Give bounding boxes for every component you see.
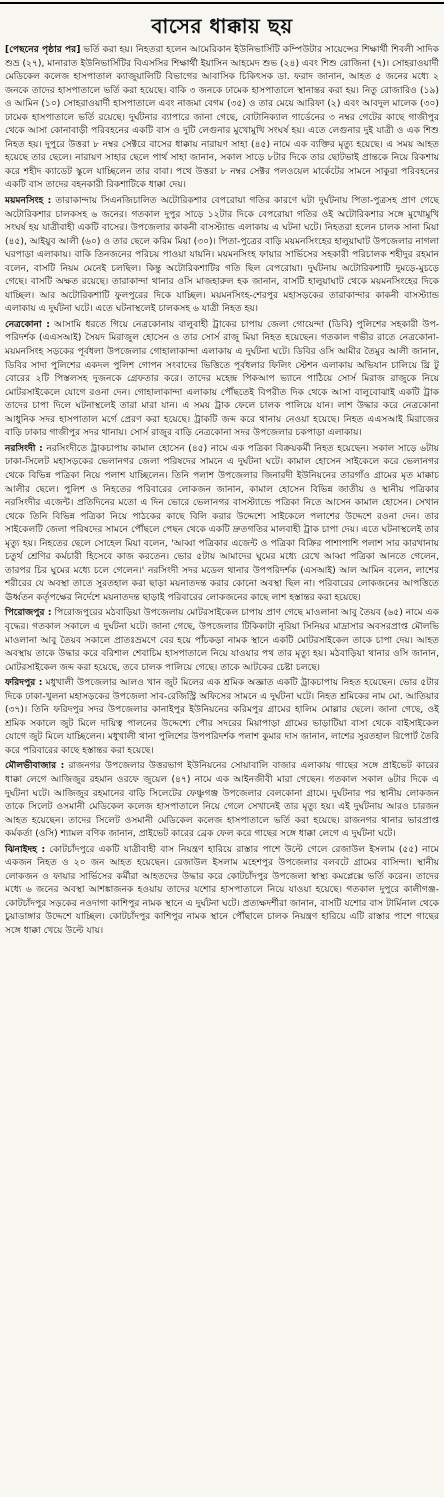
dateline-netrokona: নেত্রকোনা : [5,319,50,330]
paragraph-text: রাজনগর উপজেলার উত্তরভাগ ইউনিয়নের সোয়াবালি বাজার এলাকায় গাছের সঙ্গে প্রাইভেট কারের ধাক্কা লেগে আজিজুর রহমান ওরফে জুয়েল (৪৭) নামে এক আইনজীবী মারা গেছেন। গতকাল সকাল ৬টার দিকে এ দুর্ঘটনা ঘটে। আজিজুর রহমানের বাড়ি সিলেটের ফেঞ্চুগঞ্জ উপজেলার বেলকোনা গ্রামে। দুর্ঘটনার পর স্থানীয় লোকজন তাকে সিলেট ওসমানী মেডিকেল কলেজ হাসপাতালে নিয়ে গেলে সেখানেই তার মৃত্যু হয়। এই দুর্ঘটনায় আরও চারজন আহত হয়েছেন। তাদের সিলেট ওসমানী মেডিকেল কলেজ হাসপাতালে ভর্তি করা হয়েছে। রাজনগর থানার ভারপ্রাপ্ত কর্মকর্তা (ওসি) শ্যামল বণিক জানান, প্রাইভেট কারের ব্রেক ফেল করে গাছের সঙ্গে ধাক্কা লেগে এ দুর্ঘটনা ঘটে। [5,761,439,840]
paragraph-netrokona [5,319,439,441]
dateline-mymensingh: ময়মনসিংহ : [5,196,52,207]
dateline-pirojpur: পিরোজপুর : [5,608,52,619]
paragraph-mymensingh [5,195,439,317]
continued-tag: [পেছনের পৃষ্ঠার পর] [5,45,81,55]
paragraph-jhenaidah [5,844,439,939]
paragraph-faridpur [5,677,439,758]
headline: বাসের ধাক্কায় ছয় [151,14,293,38]
paragraph-text: ভর্তি করা হয়। নিহতরা হলেন আমেরিকান ইউনিভার্সিটি কম্পিউটার সায়েন্সের শিক্ষার্থী শিবলী সাদিক শুভ্র (২৭), মানারাত ইউনিভার্সিটির বিএসসির শিক্ষার্থী ইয়াসিন আহমেদ শুভ (২৪) এবং শিশু রোজিনা (৭)। সোহরাওয়ার্দী মেডিকেল কলেজ হাসপাতাল ক্যাজুয়ালিটি বিভাগের আবাসিক চিকিৎসক ডা. ফরাদ জানান, আহত ৫ জনের মধ্যে ২ জনকে তাদের হাসপাতালে ভর্তি করা হয়েছে। বাকি ৩ জনকে ঢামেক হাসপাতালে স্থানান্তর করা হয়। নিতু রোজারিও (১৯) ও আমিন (১০) সোহরাওয়ার্দী হাসপাতালে এবং নাজমা বেগম (৩৫) ও তার মেয়ে আরিফা (২) এবং আবদুল মালেক (৩০) ঢামেক হাসপাতালে ভর্তি রয়েছে। দুর্ঘটনার ব্যাপারে জানা গেছে, বোটানিক্যাল গার্ডেনের ৩ নম্বর গেটের কাছে গাজীপুর থেকে আসা কোনাবাড়ী পরিবহনের একটি বাস ও দুটি লেগুনার মুখোমুখি সংঘর্ষ হয়। এতে লেগুনার দুই যাত্রী ও এক শিশু নিহত হয়। দুপুরে উত্তরা ৮ নম্বর সেক্টরে বাসের ধাক্কায় নারায়ণ সাহা (৪৫) নামে এক ব্যক্তির মৃত্যু হয়েছে। এ সময় আহত হয়েছে তার ছেলে। নারায়ণ সাহার ছেলে পার্থ সাহা জানান, সকাল সাড়ে ৮টার দিকে তার ছোটভাই প্রান্তকে নিয়ে রিকশায় করে শহীদ ক্যাডেট স্কুলে যাচ্ছিলেন তার বাবা। পথে উত্তরা ৮ নম্বর সেক্টর পলওয়েল মার্কেটের সামনে সাকুরা পরিবহনের একটি বাস তাদের বহনকারী রিকশাটিকে ধাক্কা দেয়। [5,45,439,191]
top-rule [0,2,444,4]
dateline-faridpur: ফরিদপুর : [5,678,43,689]
paragraph-text: পিরোজপুরের মঠবাড়িয়া উপজেলায় মোটরসাইকেল চাপায় প্রাণ গেছে মাওলানা আবু তৈয়ব (৬৫) নামে এক বৃদ্ধের। গতকাল সকালে এ দুর্ঘটনা ঘটে। জানা গেছে, উপজেলার টিকিকাটা নূরিয়া সিনিয়র মাদ্রাসার অবসরপ্রাপ্ত মৌলভি মাওলানা আবু তৈয়ব সকালে প্রাতঃভ্রমণে বের হয়ে পাঁচকড়া নামক স্থানে একটি মোটরসাইকেল তাকে চাপা দেয়। আহত অবস্থায় তাকে উদ্ধার করে বরিশাল শেবাচিম হাসপাতালে নিয়ে যাওয়ার পথ তার মৃত্যু হয়। মঠবাড়িয়া থানার ওসি জানান, মোটরসাইকেল জব্দ করা হয়েছে, তবে চালক পালিয়ে গেছে। তাকে আটকের চেষ্টা চলছে। [5,608,439,673]
dateline-narsingdi: নরসিংদী : [5,443,43,454]
paragraph-text: নরসিংদীতে ট্রাকচাপায় কামাল হোসেন (৪৫) নামে এক পত্রিকা বিক্রয়কর্মী নিহত হয়েছেন। সকাল সাড়ে ৬টায় ঢাকা-সিলেট মহাসড়কের ভেলানগর জেলা পরিষদের সামনে এ দুর্ঘটনা ঘটে। কামাল হোসেন সাইকেলে করে ভেলানগর থেকে বিভিন্ন পত্রিকা নিয়ে পলাশ যাচ্ছিলেন। তিনি পলাশ উপজেলার জিনারদী ইউনিয়নের তারগাঁও গ্রামের মৃত মাক্কাচ আলীর ছেলে। পুলিশ ও নিহতের পরিবারের লোকজন জানান, কামাল হোসেন বিভিন্ন জাতীয় ও স্থানীয় পত্রিকার নরসিংদীর এজেন্ট। প্রতিদিনের মতো এ দিন ভোরে ভেলানগর বাসস্ট্যান্ডে পত্রিকা নিতে আসেন কামাল হোসেন। সেখান থেকে তিনি বিভিন্ন পত্রিকা নিয়ে পাঠকের কাছে বিলি করার উদ্দেশ্যে সাইকেলে পলাশের উদ্দেশে রওনা দেন। তার সাইকেলটি জেলা পরিষদের সামনে পৌঁছলে পেছন থেকে একটি দ্রুতগতির মালবাহী ট্রাক চাপা দেয়। এতে ঘটনাস্থলেই তার মৃত্যু হয়। নিহতের ছেলে সোহেল মিয়া বলেন, 'আব্বা পত্রিকার এজেন্ট ও পত্রিকা বিক্রির পাশাপাশি পলাশ সার কারখানায় চতুর্থ শ্রেণির কর্মচারী হিসেবে কাজ করতেন। ভোর ৫টায় আমাদের ঘুমের মধ্যে রেখে আব্বা পত্রিকা আনতে গেলেন, তারপর চির ঘুমের মধ্যে চলে গেলেন।' নরসিংদী সদর মডেল থানার উপপরিদর্শক (এসআই) আল আমিন বলেন, লাশের শরীরের যে অবস্থা তাতে সুরতহাল করা ছাড়া ময়নাতদন্ত করার কোনো অবস্থা ছিল না। পরিবারের লোকজনের আপত্তিতে ঊর্ধ্বতন কর্তৃপক্ষের নির্দেশে ময়নাতদন্ত ছাড়াই পরিবারের লোকজনের কাছে লাশ হস্তান্তর করা হয়েছে। [5,443,440,603]
paragraph-text: তারাকান্দায় সিএনজিচালিত অটোরিকশার বেপরোয়া গতির কারণে ঘটা দুর্ঘটনায় পিতা-পুত্রসহ প্রাণ গেছে অটোরিকশার চালকসহ ৬ জনের। গতকাল দুপুর সাড়ে ১২টার দিকে বেপরোয়া গতির ওই অটোরিকশার সঙ্গে মুখোমুখি সংঘর্ষ হয় যাত্রীবাহী একটি বাসের। উপজেলার কাকনী বাসস্ট্যান্ড এলাকায় এ ঘটনা ঘটে। নিহতরা হলেন চালক সানা মিয়া (৪৫), আইয়ুব আলী (৬০) ও তার ছেলে করিম মিয়া (৩০)। পিতা-পুত্রের বাড়ি ময়মনসিংহের হালুয়াঘাট উপজেলার নাগলা ঘরপাড়া এলাকায়। বাকি তিনজনের পরিচয় পাওয়া যায়নি। ময়মনসিংহ ফায়ার সার্ভিসের সহকারী পরিচালক শহীদুর রহমান বলেন, বাসটি নিয়ম মেনেই চলছিল। কিন্তু অটোরিকশাটির গতি ছিল বেপরোয়া। দুর্ঘটনায় অটোরিকশাটি দুমড়ে-মুচড়ে গেছে। বাসটি অক্ষত রয়েছে। তারাকান্দা থানার ওসি মাজহারুল হক জানান, বাসটি হালুয়াঘাট থেকে ময়মনসিংহের দিকে যাচ্ছিল। আর অটোরিকশাটি ফুলপুরের দিকে যাচ্ছিল। ময়মনসিংহ-শেরপুর মহাসড়কের তারাকান্দার কাকনী বাসস্ট্যান্ড এলাকায় এ দুর্ঘটনা ঘটে। এতে ঘটনাস্থলেই চালকসহ ৬ যাত্রী নিহত হয়। [5,196,439,315]
paragraph-text: মধুখালী উপজেলার আলও খান জুট মিলের এক শ্রমিক অজ্ঞাত একটি ট্রাকচাপায় নিহত হয়েছেন। ভোর ৫টার দিকে ঢাকা-খুলনা মহাসড়কের উপজেলা সাব-রেজিস্ট্রি অফিসের সামনে এ দুর্ঘটনা ঘটে। নিহত শ্রমিকের নাম মো. আতিয়ার (৩৭)। তিনি ফরিদপুর সদর উপজেলার কানাইপুর ইউনিয়নের করিমপুর গ্রামের হালিম মোল্লার ছেলে। জানা গেছে, ওই শ্রমিক সকালে জুট মিলে দায়িত্ব পালনের উদ্দেশ্যে পৌর সদরের মিয়াপাড়া গ্রামের ভাড়াটিয়া বাসা থেকে বাইসাইকেল যোগে জুট মিলে যাচ্ছিলেন। মধুখালী থানা পুলিশের উপপরিদর্শক পলাশ কুমার দাস জানান, লাশের সুরতহাল রিপোর্ট তৈরি করে পরিবারের কাছে হস্তান্তর করা হয়েছে। [5,678,439,756]
paragraph-moulvibazar [5,760,439,841]
dateline-jhenaidah: ঝিনাইদহ : [5,844,46,855]
paragraph-text: কোটচাঁদপুরে একটি যাত্রীবাহী বাস নিয়ন্ত্রণ হারিয়ে রাস্তার পাশে উল্টে গেলে রেজাউল ইসলাম (৫৫) নামে একজন নিহত ও ২০ জন আহত হয়েছেন। রেজাউল ইসলাম মহেশপুর উপজেলার বলবটে গ্রামের বাসিন্দা। স্থানীয় লোকজন ও ফায়ার সার্ভিসের কর্মীরা আহতদের উদ্ধার করে কোটচাঁদপুর উপজেলা স্বাস্থ্য কমপ্লেক্সে ভর্তি করেন। তাদের মধ্যে ৬ জনের অবস্থা আশঙ্কাজনক হওয়ায় তাদের যশোর হাসপাতালে নিয়ে যাওয়া হয়েছে। গতকাল দুপুরে কালীগঞ্জ-কোটচাঁদপুর সড়কের নওদাগা কাশিপুর নামক স্থানে এ দুর্ঘটনা ঘটে। প্রত্যক্ষদর্শীরা জানান, বাসটি যশোর বাস টার্মিনাল থেকে চুয়াডাঙ্গার উদ্দেশে যাচ্ছিল। কোটচাঁদপুর কাশিপুর নামক স্থানে পৌঁছালে চালক নিয়ন্ত্রণ হারিয়ে এটি রাস্তার পাশে গাছের সঙ্গে ধাক্কা খেয়ে উল্টে যায়। [5,844,439,936]
paragraph-narsingdi [5,443,439,606]
paragraph-continued [5,44,439,193]
paragraph-pirojpur [5,607,439,675]
dateline-moulvibazar: মৌলভীবাজার : [5,761,65,772]
paragraph-text: আসামি ধরতে গিয়ে নেত্রকোনায় বালুবাহী ট্রাকের চাপায় জেলা গোয়েন্দা (ডিবি) পুলিশের সহকারী উপ-পরিদর্শক (এএসআই) সৈয়দ মিরাজুল হোসেন ও তার সোর্স রাজু মিয়া নিহত হয়েছেন। গতকাল গভীর রাতে নেত্রকোনা-ময়মনসিংহ সড়কের পূর্বধলা উপজেলার গোহালাকান্দা এলাকায় এ দুর্ঘটনা ঘটে। ডিবির ওসি আমীর তৈমুর আলী জানান, ডিবির সাদা পুলিশের একদল পুলিশ গোপন সংবাদের ভিত্তিতে পূর্বধলার ফিলিং স্টেশন এলাকায় অভিযান চালিয়ে থ্রি টু বোরের ২টি পিস্তলসহ দুজনকে গ্রেফতার করে। তাদের মহেন্দ্র পিকআপ ভ্যানে পাঠিয়ে সোর্স মিরাজ রাজুকে নিয়ে মোটরসাইকেলে যোগে রওনা দেন। গোহালাকান্দা এলাকায় পৌঁছতেই বিপরীত দিক থেকে আসা বালুবোঝাই একটি ট্রাক তাদের চাপা দিলে ঘটনাস্থলেই তারা মারা যান। এ সময় ট্রাক ফেলে চালক পালিয়ে যান। লাশ উদ্ধার করে নেত্রকোনা আধুনিক সদর হাসপাতাল মর্গে প্রেরণ করা হয়েছে। ট্রাকটি জব্দ করে থানায় নেওয়া হয়েছে। নিহত এএসআই মিরাজের বাড়ি ঢাকার গাজীপুর সদর থানায়। সোর্স রাজুর বাড়ি নেত্রকোনা সদর উপজেলার চকপাড়া এলাকায়। [5,319,440,439]
